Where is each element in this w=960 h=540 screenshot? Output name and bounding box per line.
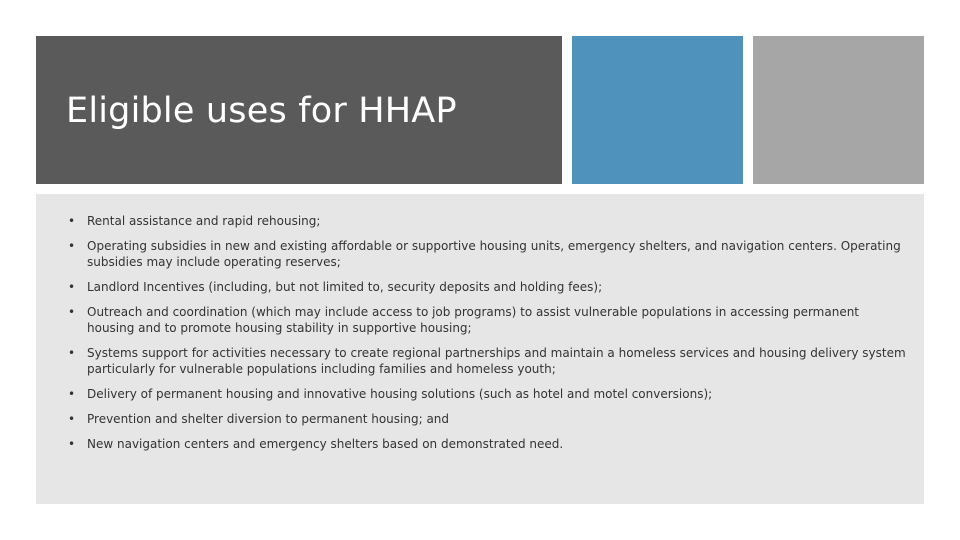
bullet-item-outreach-coordination	[68, 304, 908, 336]
accent-block-blue	[572, 36, 743, 184]
bullet-text: Rental assistance and rapid rehousing;	[87, 214, 321, 228]
bullet-item-navigation-centers	[68, 436, 908, 452]
bullet-text: Systems support for activities necessary to create regional partnerships and maintain a homeless services and housing delivery system particularly for vulnerable populations including families and homeless youth;	[87, 346, 906, 376]
slide-title: Eligible uses for HHAP	[66, 91, 457, 131]
bullet-dot-icon: •	[68, 387, 76, 401]
bullet-text: Prevention and shelter diversion to permanent housing; and	[87, 412, 450, 426]
content-panel	[36, 194, 924, 504]
bullet-item-landlord-incentives	[68, 279, 908, 295]
bullet-dot-icon: •	[68, 412, 76, 426]
bullet-dot-icon: •	[68, 305, 76, 319]
bullet-item-permanent-housing	[68, 386, 908, 402]
bullet-dot-icon: •	[68, 239, 76, 253]
bullet-text: Operating subsidies in new and existing affordable or supportive housing units, emergency shelters, and navigation centers. Operating subsidies may include operating reserves;	[87, 239, 901, 269]
bullet-text: New navigation centers and emergency shelters based on demonstrated need.	[87, 437, 564, 451]
bullet-list	[68, 213, 908, 461]
bullet-text: Delivery of permanent housing and innovative housing solutions (such as hotel and motel conversions);	[87, 387, 713, 401]
bullet-dot-icon: •	[68, 437, 76, 451]
bullet-dot-icon: •	[68, 214, 76, 228]
bullet-text: Landlord Incentives (including, but not limited to, security deposits and holding fees);	[87, 280, 603, 294]
title-block	[36, 36, 562, 184]
bullet-dot-icon: •	[68, 280, 76, 294]
bullet-dot-icon: •	[68, 346, 76, 360]
bullet-item-systems-support	[68, 345, 908, 377]
bullet-item-prevention-diversion	[68, 411, 908, 427]
accent-block-gray	[753, 36, 924, 184]
bullet-item-operating-subsidies	[68, 238, 908, 270]
bullet-item-rental-assistance	[68, 213, 908, 229]
bullet-text: Outreach and coordination (which may include access to job programs) to assist vulnerable populations in accessing permanent housing and to promote housing stability in supportive housing;	[87, 305, 860, 335]
